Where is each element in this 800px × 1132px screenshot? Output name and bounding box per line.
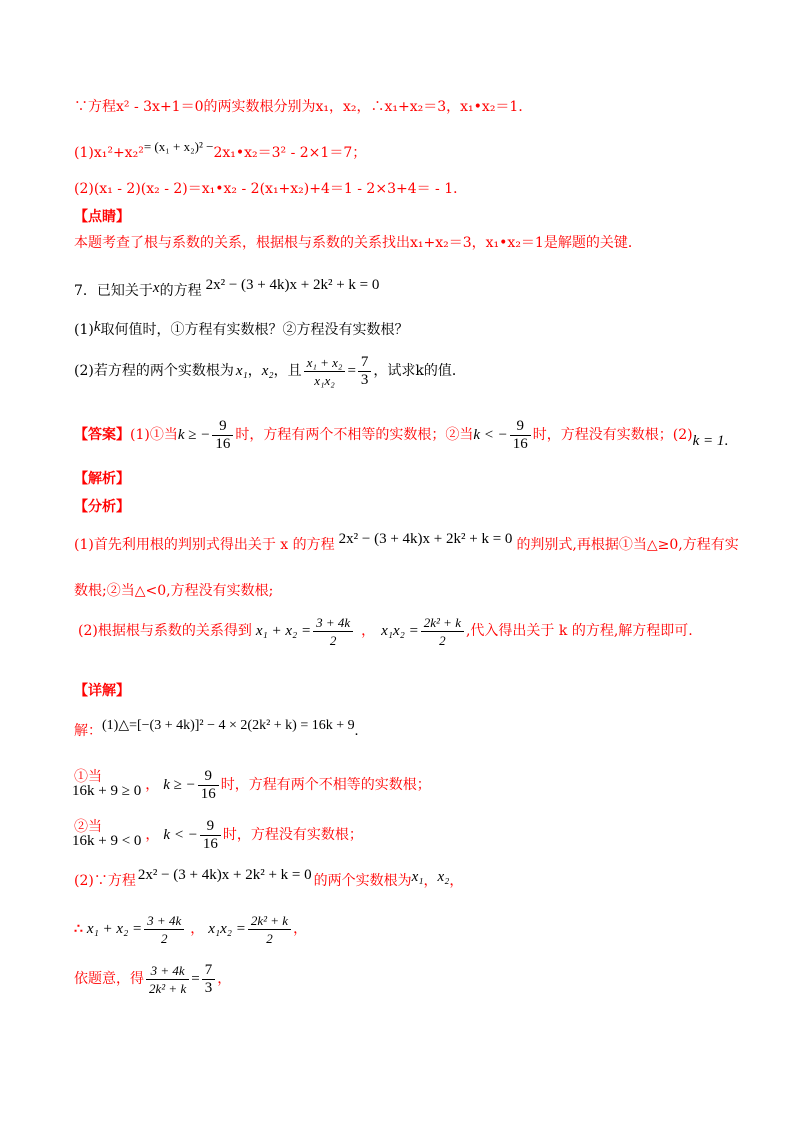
xiangjie-l2-f-num: 9 <box>198 768 219 786</box>
dianjing-text-content: 本题考查了根与系数的关系，根据根与系数的关系找出x₁+x₂＝3，x₁•x₂＝1是解题的关键． <box>74 235 642 251</box>
answer-frac-1-num: 9 <box>212 418 233 436</box>
prev-line-1-text: ∵方程x² - 3x+1＝0的两实数根分别为x₁，x₂，∴x₁+x₂＝3，x₁•x₂＝1． <box>74 99 533 115</box>
fenxi-l1-text2: 的判别式,再根据①当△≥0,方程有实 <box>516 537 739 553</box>
jiexi-heading <box>74 470 130 488</box>
xiangjie-l6-rhs-den: 3 <box>204 979 213 996</box>
answer-t2: 时，方程有两个不相等的实数根；②当 <box>235 427 474 443</box>
xiangjie-l4-text2: 的两个实数根为 <box>313 873 412 889</box>
fenxi-heading-text: 【分析】 <box>74 499 130 515</box>
xiangjie-l5-frac-2 <box>248 912 291 947</box>
q7-stem <box>74 276 379 300</box>
q7-part1-prefix: (1) <box>74 322 94 338</box>
xiangjie-l3-f-den: 16 <box>202 835 218 852</box>
xiangjie-l4-sep: ， <box>423 873 438 889</box>
xiangjie-l5-f1-den: 2 <box>160 930 168 946</box>
prev-line-2-math: = (x₁ + x₂)² − <box>143 139 214 154</box>
fenxi-l3-frac-2 <box>421 614 464 649</box>
xiangjie-l4-end: ， <box>449 873 464 889</box>
q7-part2-and: ，且 <box>273 363 302 379</box>
answer-frac-2-num: 9 <box>510 418 531 436</box>
xiangjie-l1-end: . <box>354 723 359 739</box>
xiangjie-l3-frac <box>200 818 221 853</box>
xiangjie-l2-text: ①当 <box>74 769 102 785</box>
prev-line-2-prefix: (1)x₁²+x₂² <box>74 145 144 161</box>
xiangjie-line-6 <box>74 956 231 1002</box>
prev-line-1 <box>74 98 532 116</box>
xiangjie-l5-m1: x₁ + x₂ = <box>86 921 143 937</box>
fenxi-l3-f1-den: 2 <box>329 632 337 648</box>
q7-part2-rhs-den: 3 <box>360 371 369 388</box>
answer-frac-2 <box>510 418 531 453</box>
fenxi-l1-eq: 2x² − (3 + 4k)x + 2k² + k = 0 <box>338 531 513 547</box>
answer-label: 【答案】 <box>74 427 130 443</box>
xiangjie-l6-rhs <box>202 962 216 997</box>
q7-part2-frac-den: x₁x₂ <box>314 372 335 388</box>
xiangjie-l5-f1-num: 3 + 4k <box>144 912 184 930</box>
fenxi-line-1 <box>74 530 739 554</box>
fenxi-l3-f2-num: 2k² + k <box>421 614 464 632</box>
xiangjie-l3-text: ②当 <box>74 819 102 835</box>
q7-part2-frac-num: x₁ + x₂ <box>304 354 346 372</box>
fenxi-l3-f2-den: 2 <box>439 632 446 648</box>
fenxi-heading <box>74 498 130 516</box>
fenxi-line-3 <box>78 608 693 654</box>
fenxi-l3-m1: x₁ + x₂ = <box>255 623 312 639</box>
xiangjie-l1-math: (1)△=[−(3 + 4k)]² − 4 × 2(2k² + k) = 16k + 9 <box>102 718 355 733</box>
q7-part1-var: k <box>93 319 101 335</box>
fenxi-l2-text: 数根;②当△<0,方程没有实数根; <box>74 583 274 599</box>
prev-line-3 <box>74 180 467 198</box>
xiangjie-l6-end: ， <box>217 971 232 987</box>
xiangjie-l6-frac <box>146 962 189 997</box>
xiangjie-line-5 <box>74 906 307 952</box>
xiangjie-l5-frac-1 <box>144 912 184 947</box>
xiangjie-l3-m1: 16k + 9 < 0 <box>72 833 142 849</box>
dianjing-heading <box>74 208 130 226</box>
answer-frac-1 <box>212 418 233 453</box>
prev-line-2 <box>74 138 366 162</box>
q7-stem-var: x <box>152 280 160 296</box>
xiangjie-l5-end: ， <box>293 921 308 937</box>
xiangjie-l3-f-num: 9 <box>200 818 221 836</box>
xiangjie-l2-m2: k ≥ − <box>163 777 196 793</box>
prev-line-2-suffix: 2x₁•x₂＝3² - 2×1＝7； <box>213 145 367 161</box>
q7-stem-text: 7．已知关于 <box>74 283 153 299</box>
fenxi-l3-text: (2)根据根与系数的关系得到 <box>78 623 252 639</box>
q7-part1-text: 取何值时，①方程有实数根？②方程没有实数根？ <box>100 322 409 338</box>
fenxi-l3-sep: ， <box>361 623 376 639</box>
xiangjie-l6-eq: = <box>191 971 200 987</box>
jiexi-heading-text: 【解析】 <box>74 471 130 487</box>
q7-part2-text: (2)若方程的两个实数根为 <box>74 363 234 379</box>
q7-part2 <box>74 348 466 394</box>
fenxi-l3-text2: ,代入得出关于 k 的方程,解方程即可. <box>465 623 693 639</box>
xiangjie-line-1 <box>74 716 358 740</box>
xiangjie-l6-text: 依题意，得 <box>74 971 144 987</box>
xiangjie-l4-text: (2)∵方程 <box>74 873 136 889</box>
xiangjie-l5-f2-num: 2k² + k <box>248 912 291 930</box>
xiangjie-l3-text2: 时，方程没有实数根； <box>222 827 363 843</box>
xiangjie-line-4 <box>74 866 463 890</box>
dianjing-text <box>74 234 642 252</box>
answer-frac-2-den: 16 <box>512 435 528 452</box>
answer-t3: 时，方程没有实数根；(2) <box>532 427 693 443</box>
q7-part2-fraction <box>304 354 346 389</box>
q7-part2-x2: x₂ <box>261 363 274 379</box>
xiangjie-line-2 <box>74 762 431 808</box>
q7-equation: 2x² − (3 + 4k)x + 2k² + k = 0 <box>205 277 380 293</box>
q7-part2-eq: = <box>347 363 356 379</box>
answer-t1: (1)①当 <box>130 427 178 443</box>
answer-frac-1-den: 16 <box>215 435 231 452</box>
xiangjie-l3-m2: k < − <box>163 827 198 843</box>
answer-m3: k = 1 <box>692 433 725 449</box>
xiangjie-l6-f-den: 2k² + k <box>149 980 187 996</box>
prev-line-3-text: (2)(x₁ - 2)(x₂ - 2)＝x₁•x₂ - 2(x₁+x₂)+4＝1 - 2×3+4＝ - 1． <box>74 181 468 197</box>
xiangjie-l5-m2: x₁x₂ = <box>208 921 246 937</box>
xiangjie-l2-m1: 16k + 9 ≥ 0 <box>72 783 142 799</box>
fenxi-l3-m2: x₁x₂ = <box>381 623 419 639</box>
xiangjie-l2-f-den: 16 <box>200 785 216 802</box>
xiangjie-l2-sep: ， <box>145 777 160 793</box>
fenxi-line-2 <box>74 582 273 600</box>
xiangjie-l6-f-num: 3 + 4k <box>146 962 189 980</box>
dianjing-heading-text: 【点睛】 <box>74 209 130 225</box>
fenxi-l3-frac-1 <box>313 614 353 649</box>
q7-part2-rhs <box>358 354 372 389</box>
answer-m1: k ≥ − <box>177 427 211 443</box>
q7-part2-sep: ， <box>247 363 262 379</box>
answer-t4: . <box>724 433 729 449</box>
xiangjie-l3-sep: ， <box>145 827 160 843</box>
q7-part2-x1: x₁ <box>235 363 248 379</box>
xiangjie-l4-x2: x₂ <box>437 869 450 885</box>
q7-part1 <box>74 318 409 339</box>
fenxi-l1-text: (1)首先利用根的判别式得出关于 x 的方程 <box>74 537 335 553</box>
q7-part2-rhs-num: 7 <box>358 354 372 372</box>
fenxi-l3-f1-num: 3 + 4k <box>313 614 353 632</box>
xiangjie-line-3 <box>74 812 363 858</box>
xiangjie-heading <box>74 682 130 700</box>
q7-part2-end: ，试求k的值． <box>373 363 466 379</box>
xiangjie-l2-frac <box>198 768 219 803</box>
xiangjie-l5-text: ∴ <box>74 921 83 937</box>
xiangjie-l4-x1: x₁ <box>411 869 424 885</box>
q7-stem-text2: 的方程 <box>159 283 202 299</box>
answer-line <box>74 412 728 458</box>
xiangjie-l5-sep: ， <box>190 921 205 937</box>
xiangjie-l4-eq: 2x² − (3 + 4k)x + 2k² + k = 0 <box>137 867 312 883</box>
answer-m2: k < − <box>473 427 508 443</box>
xiangjie-heading-text: 【详解】 <box>74 683 130 699</box>
xiangjie-l1-text: 解： <box>74 723 102 739</box>
xiangjie-l6-rhs-num: 7 <box>202 962 216 980</box>
xiangjie-l5-f2-den: 2 <box>266 930 273 946</box>
xiangjie-l2-text2: 时，方程有两个不相等的实数根； <box>220 777 431 793</box>
